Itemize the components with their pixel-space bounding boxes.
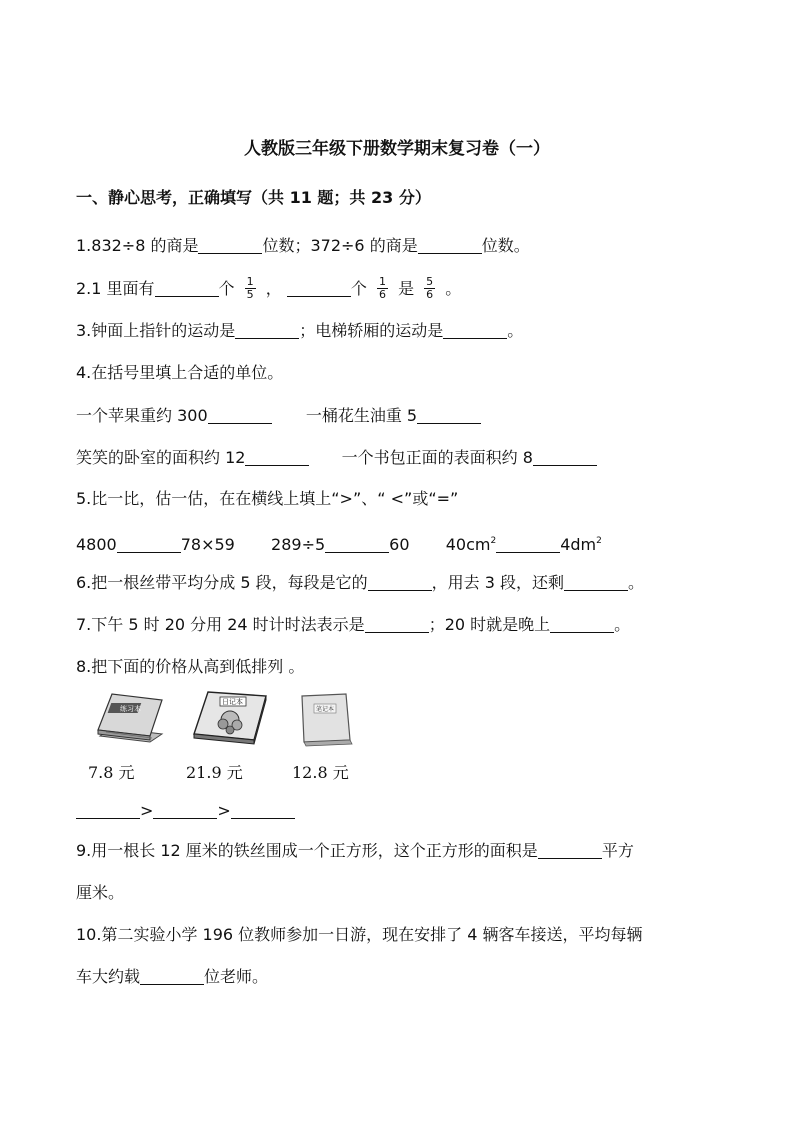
price-notebook: 12.8 元 <box>292 763 349 782</box>
page-title: 人教版三年级下册数学期末复习卷（一） <box>244 139 550 159</box>
answer-blank[interactable] <box>538 842 602 859</box>
answer-blank[interactable] <box>117 536 181 553</box>
question-10-cont: 车大约载 位老师。 <box>76 967 269 986</box>
answer-blank[interactable] <box>533 449 597 466</box>
exercise-book-icon <box>92 690 168 746</box>
question-8-answer: > > <box>76 800 295 822</box>
price-exercise-book: 7.8 元 <box>88 763 135 782</box>
answer-blank[interactable] <box>417 407 481 424</box>
answer-blank[interactable] <box>245 449 309 466</box>
notebook-icon <box>294 690 356 748</box>
question-5-row: 4800 78×59 289÷5 60 $40cm^2$ $4dm^2$ <box>76 535 602 554</box>
answer-blank[interactable] <box>287 280 351 297</box>
question-10: 10.第二实验小学 196 位教师参加一日游，现在安排了 4 辆客车接送，平均每辆 <box>76 925 643 944</box>
price-diary: 21.9 元 <box>186 763 243 782</box>
question-4-row-2: 笑笑的卧室的面积约 12 一个书包正面的表面积约 8 <box>76 447 597 469</box>
question-9: 9.用一根长 12 厘米的铁丝围成一个正方形，这个正方形的面积是 平方 <box>76 841 634 860</box>
answer-blank[interactable] <box>231 802 295 819</box>
answer-blank[interactable] <box>550 616 614 633</box>
answer-blank[interactable] <box>368 574 432 591</box>
diary-book-icon <box>190 686 270 748</box>
answer-blank[interactable] <box>418 237 482 254</box>
question-4-row-1: 一个苹果重约 300 一桶花生油重 5 <box>76 405 481 427</box>
answer-blank[interactable] <box>235 322 299 339</box>
answer-blank[interactable] <box>496 536 560 553</box>
answer-blank[interactable] <box>443 322 507 339</box>
book-3-label: 笔记本 <box>316 706 335 713</box>
fraction-five-sixths: $\frac{5}{6}$ <box>426 275 434 301</box>
answer-blank[interactable] <box>140 968 204 985</box>
answer-blank[interactable] <box>153 802 217 819</box>
question-8-stem: 8.把下面的价格从高到低排列 。 <box>76 657 305 676</box>
answer-blank[interactable] <box>208 407 272 424</box>
question-9-cont: 厘米。 <box>76 883 125 902</box>
answer-blank[interactable] <box>76 802 140 819</box>
book-1-label: 练习本 <box>120 705 141 713</box>
question-7: 7.下午 5 时 20 分用 24 时计时法表示是 ；20 时就是晚上 。 <box>76 615 631 634</box>
book-2-label: 日记本 <box>222 698 243 706</box>
answer-blank[interactable] <box>325 536 389 553</box>
question-2: 2.1 里面有 个 $\frac{1}{5}$ ， 个 $\frac{1}{6}$ 是 $\frac{5}{6}$ 。 <box>76 275 462 301</box>
question-4-stem: 4.在括号里填上合适的单位。 <box>76 363 284 382</box>
question-1: 1.832÷8 的商是 位数；372÷6 的商是 位数。 <box>76 236 530 255</box>
fraction-one-fifth: $\frac{1}{5}$ <box>246 275 254 301</box>
fraction-one-sixth: $\frac{1}{6}$ <box>378 275 386 301</box>
section-heading: 一、静心思考，正确填写（共 11 题；共 23 分） <box>76 188 431 207</box>
answer-blank[interactable] <box>365 616 429 633</box>
question-6: 6.把一根丝带平均分成 5 段，每段是它的 ，用去 3 段，还剩 。 <box>76 573 644 592</box>
question-5-stem: 5.比一比，估一估，在在横线上填上“>”、“ <”或“=” <box>76 489 459 508</box>
question-3: 3.钟面上指针的运动是 ；电梯轿厢的运动是 。 <box>76 321 524 340</box>
answer-blank[interactable] <box>198 237 262 254</box>
answer-blank[interactable] <box>155 280 219 297</box>
answer-blank[interactable] <box>564 574 628 591</box>
